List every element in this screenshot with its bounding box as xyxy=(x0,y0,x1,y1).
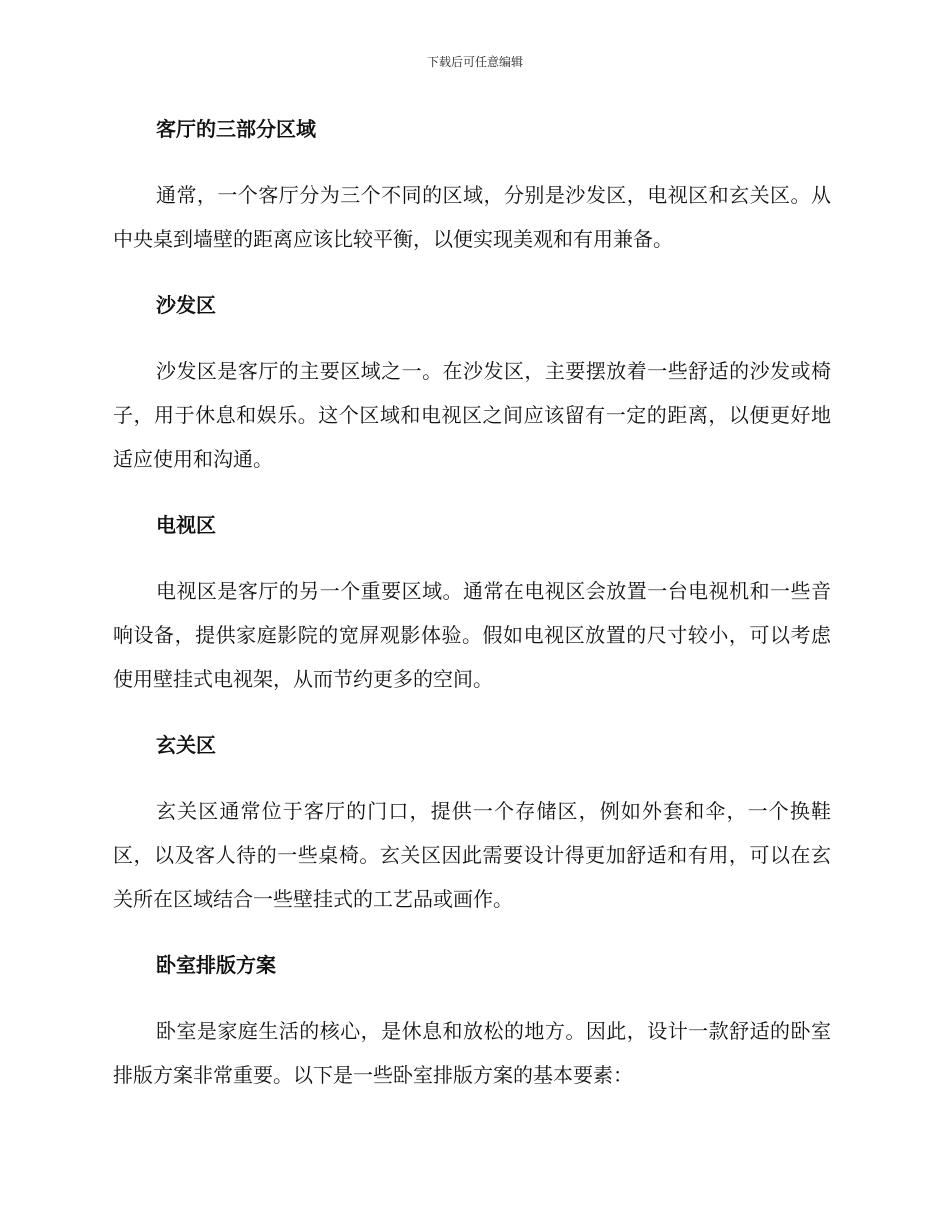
section-heading: 玄关区 xyxy=(156,733,216,757)
section-heading: 沙发区 xyxy=(156,293,216,317)
section-paragraph: 电视区是客厅的另一个重要区域。通常在电视区会放置一台电视机和一些音响设备，提供家庭影院的宽屏观影体验。假如电视区放置的尺寸较小，可以考虑使用壁挂式电视架，从而节约更多的空间。 xyxy=(113,579,831,691)
section-living-room-zones xyxy=(113,114,831,261)
section-heading: 客厅的三部分区域 xyxy=(156,117,316,141)
section-tv-area xyxy=(113,510,831,701)
section-entrance-area xyxy=(113,730,831,921)
section-paragraph: 卧室是家庭生活的核心，是休息和放松的地方。因此，设计一款舒适的卧室排版方案非常重要。以下是一些卧室排版方案的基本要素： xyxy=(113,1019,831,1087)
section-paragraph: 通常，一个客厅分为三个不同的区域，分别是沙发区，电视区和玄关区。从中央桌到墙壁的距离应该比较平衡，以便实现美观和有用兼备。 xyxy=(113,183,831,251)
section-heading: 卧室排版方案 xyxy=(156,953,276,977)
section-paragraph: 玄关区通常位于客厅的门口，提供一个存储区，例如外套和伞，一个换鞋区，以及客人待的一些桌椅。玄关区因此需要设计得更加舒适和有用，可以在玄关所在区域结合一些壁挂式的工艺品或画作。 xyxy=(113,799,831,911)
section-bedroom-layout xyxy=(113,950,831,1097)
page-header-note: 下载后可任意编辑 xyxy=(426,55,523,69)
section-sofa-area xyxy=(113,290,831,481)
document-body xyxy=(113,114,831,1097)
section-heading: 电视区 xyxy=(156,513,216,537)
section-paragraph: 沙发区是客厅的主要区域之一。在沙发区，主要摆放着一些舒适的沙发或椅子，用于休息和娱乐。这个区域和电视区之间应该留有一定的距离，以便更好地适应使用和沟通。 xyxy=(113,359,831,471)
